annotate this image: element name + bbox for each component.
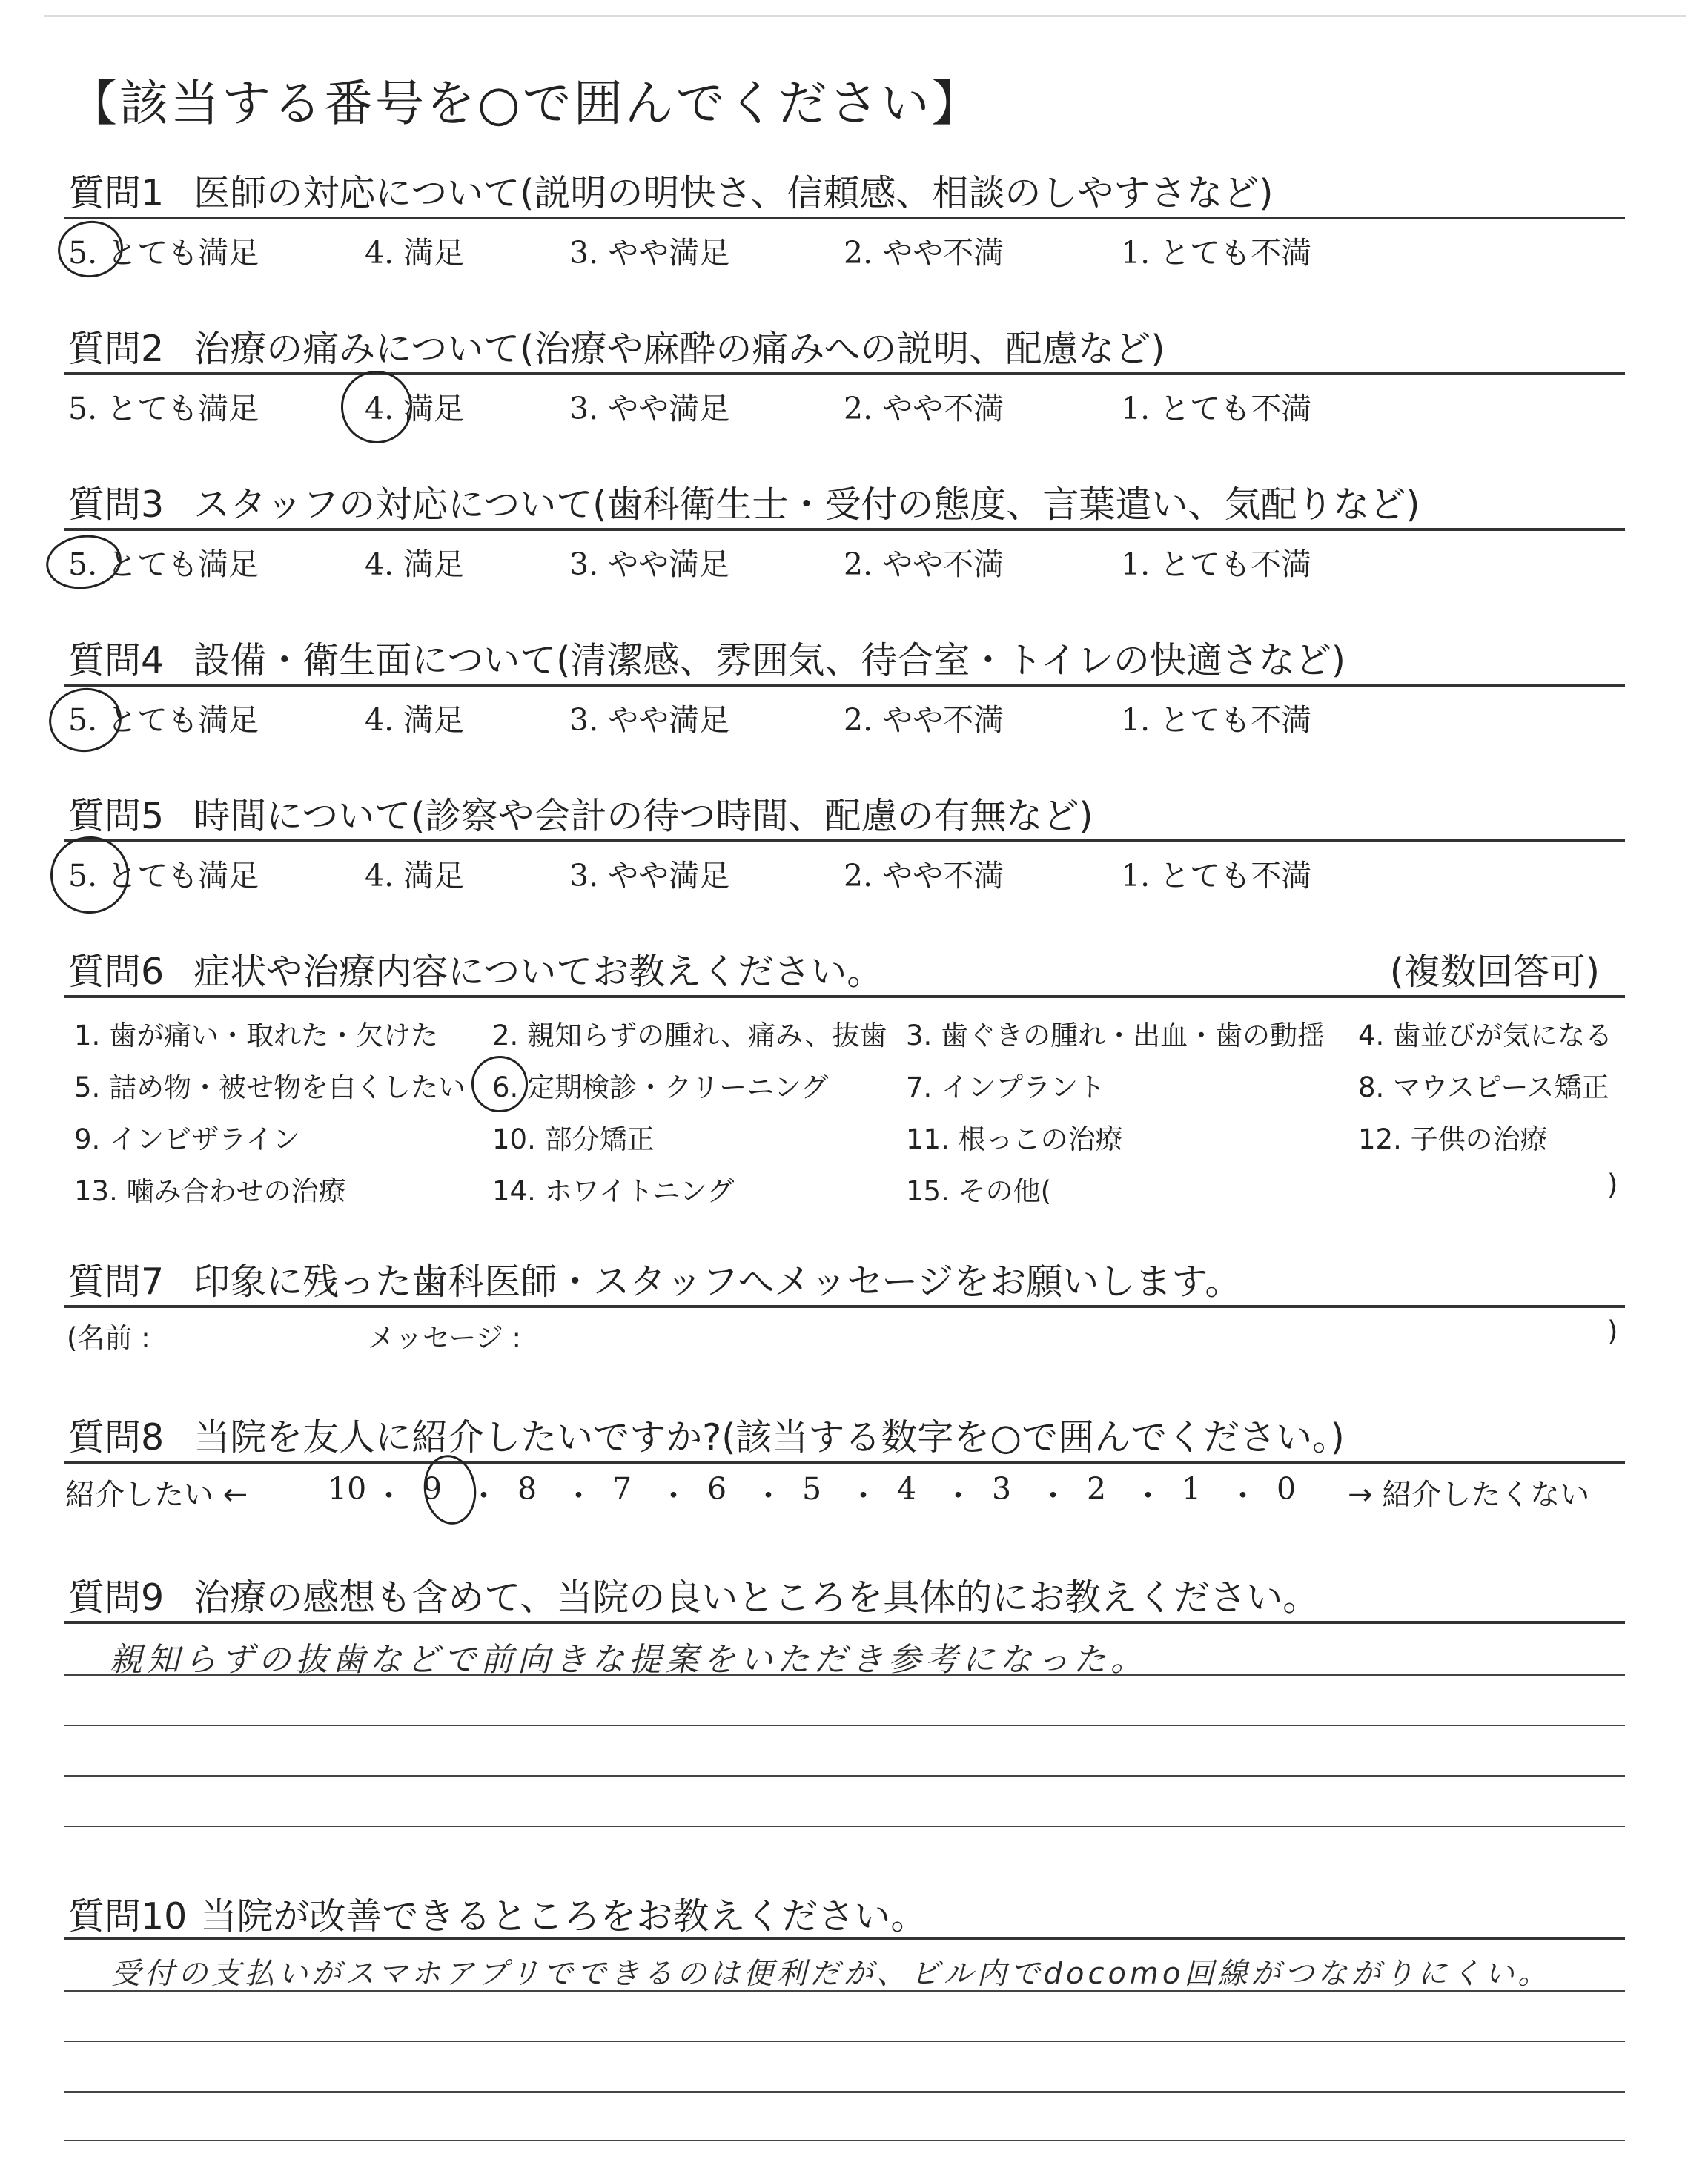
q2-option-4[interactable]: 4. 満足 bbox=[365, 391, 465, 426]
question-text: 時間について(診察や会計の待つ時間、配慮の有無など) bbox=[193, 795, 1093, 837]
q4-option-2[interactable]: 2. やや不満 bbox=[844, 702, 1004, 738]
message-close: ) bbox=[1607, 1315, 1618, 1347]
question-text: 設備・衛生面について(清潔感、雰囲気、待合室・トイレの快適さなど) bbox=[193, 639, 1345, 681]
answer-line bbox=[64, 2041, 1625, 2042]
q6-option-14[interactable]: 14. ホワイトニング bbox=[492, 1175, 735, 1207]
question-6 bbox=[68, 943, 883, 995]
selection-circle-q6 bbox=[468, 1052, 532, 1116]
q1-option-4[interactable]: 4. 満足 bbox=[365, 235, 465, 271]
q1-option-2[interactable]: 2. やや不満 bbox=[844, 235, 1004, 271]
q2-option-5[interactable]: 5. とても満足 bbox=[68, 391, 259, 426]
scale-value-4[interactable]: 4 bbox=[897, 1471, 917, 1507]
answer-line bbox=[64, 2091, 1625, 2093]
scale-separator: ・ bbox=[753, 1478, 784, 1513]
divider bbox=[64, 839, 1625, 842]
q6-option-9[interactable]: 9. インビザライン bbox=[74, 1123, 300, 1155]
q6-option-13[interactable]: 13. 噛み合わせの治療 bbox=[74, 1175, 346, 1207]
scale-separator: ・ bbox=[374, 1478, 404, 1513]
q3-option-3[interactable]: 3. やや満足 bbox=[569, 546, 730, 582]
divider bbox=[64, 1305, 1625, 1308]
answer-line bbox=[64, 1826, 1625, 1827]
scale-value-7[interactable]: 7 bbox=[612, 1471, 632, 1507]
divider bbox=[64, 684, 1625, 687]
q1-option-3[interactable]: 3. やや満足 bbox=[569, 235, 730, 271]
divider bbox=[64, 1937, 1625, 1940]
scale-value-5[interactable]: 5 bbox=[802, 1471, 822, 1507]
q9-handwritten-answer: 親知らずの抜歯などで前向きな提案をいただき参考になった。 bbox=[110, 1641, 1148, 1679]
scale-separator: ・ bbox=[943, 1478, 973, 1513]
q6-option-6[interactable]: 6. 定期検診・クリーニング bbox=[492, 1071, 829, 1103]
question-text: 症状や治療内容についてお教えください。 bbox=[193, 951, 884, 993]
q6-option-4[interactable]: 4. 歯並びが気になる bbox=[1358, 1020, 1613, 1051]
question-number: 質問6 bbox=[68, 951, 165, 993]
q1-option-1[interactable]: 1. とても不満 bbox=[1121, 235, 1312, 271]
scale-value-6[interactable]: 6 bbox=[707, 1471, 727, 1507]
question-text: 医師の対応について(説明の明快さ、信頼感、相談のしやすさなど) bbox=[193, 172, 1274, 214]
q6-option-10[interactable]: 10. 部分矯正 bbox=[492, 1123, 655, 1155]
answer-line bbox=[64, 1674, 1625, 1676]
q6-option-7[interactable]: 7. インプラント bbox=[906, 1071, 1106, 1103]
question-5 bbox=[68, 787, 1093, 839]
scale-value-9[interactable]: 9 bbox=[423, 1471, 443, 1507]
divider bbox=[64, 1621, 1625, 1624]
q4-option-1[interactable]: 1. とても不満 bbox=[1121, 702, 1312, 738]
recommend-right-label: → 紹介したくない bbox=[1348, 1478, 1590, 1512]
question-1 bbox=[68, 165, 1273, 217]
question-10 bbox=[68, 1888, 927, 1940]
scale-value-3[interactable]: 3 bbox=[992, 1471, 1012, 1507]
q4-option-5[interactable]: 5. とても満足 bbox=[68, 702, 259, 738]
q3-option-1[interactable]: 1. とても不満 bbox=[1121, 546, 1312, 582]
question-number: 質問9 bbox=[68, 1576, 165, 1619]
answer-line bbox=[64, 2140, 1625, 2141]
question-4 bbox=[68, 632, 1345, 684]
scale-separator: ・ bbox=[848, 1478, 878, 1513]
q3-option-2[interactable]: 2. やや不満 bbox=[844, 546, 1004, 582]
question-text: 治療の感想も含めて、当院の良いところを具体的にお教えください。 bbox=[193, 1576, 1320, 1619]
selection-circle-q5 bbox=[45, 831, 133, 919]
q2-option-3[interactable]: 3. やや満足 bbox=[569, 391, 730, 426]
scale-separator: ・ bbox=[1133, 1478, 1163, 1513]
question-number: 質問4 bbox=[68, 639, 165, 681]
divider bbox=[64, 217, 1625, 219]
scale-value-1[interactable]: 1 bbox=[1182, 1471, 1202, 1507]
q10-handwritten-answer: 受付の支払いがスマホアプリでできるのは便利だが、ビル内でdocomo回線がつながりにくい。 bbox=[111, 1957, 1552, 1991]
question-number: 質問5 bbox=[68, 795, 165, 837]
question-9 bbox=[68, 1569, 1319, 1621]
question-8 bbox=[68, 1409, 1345, 1461]
top-border bbox=[44, 15, 1686, 17]
question-7 bbox=[68, 1253, 1241, 1305]
scale-separator: ・ bbox=[469, 1478, 499, 1513]
selection-circle-q4 bbox=[44, 684, 125, 757]
q1-option-5[interactable]: 5. とても満足 bbox=[68, 235, 259, 271]
scale-value-0[interactable]: 0 bbox=[1277, 1471, 1297, 1507]
name-label: (名前 : bbox=[67, 1322, 150, 1354]
answer-line bbox=[64, 1725, 1625, 1726]
q2-option-1[interactable]: 1. とても不満 bbox=[1121, 391, 1312, 426]
scale-separator: ・ bbox=[658, 1478, 689, 1513]
question-text: 治療の痛みについて(治療や麻酔の痛みへの説明、配慮など) bbox=[193, 328, 1165, 370]
answer-line bbox=[64, 1990, 1625, 1992]
multiple-answer-note: (複数回答可) bbox=[1389, 951, 1600, 993]
q6-option-12[interactable]: 12. 子供の治療 bbox=[1358, 1123, 1548, 1155]
question-text: 印象に残った歯科医師・スタッフへメッセージをお願いします。 bbox=[193, 1261, 1242, 1303]
q6-option-2[interactable]: 2. 親知らずの腫れ、痛み、抜歯 bbox=[492, 1020, 887, 1051]
q4-option-4[interactable]: 4. 満足 bbox=[365, 702, 465, 738]
question-number: 質問3 bbox=[68, 483, 165, 526]
scale-value-2[interactable]: 2 bbox=[1087, 1471, 1107, 1507]
q6-option-5[interactable]: 5. 詰め物・被せ物を白くしたい bbox=[74, 1071, 466, 1103]
question-text: スタッフの対応について(歯科衛生士・受付の態度、言葉遣い、気配りなど) bbox=[193, 483, 1420, 526]
divider bbox=[64, 995, 1625, 998]
q5-option-3[interactable]: 3. やや満足 bbox=[569, 858, 730, 894]
q5-option-5[interactable]: 5. とても満足 bbox=[68, 858, 259, 894]
divider bbox=[64, 372, 1625, 375]
question-number: 質問10 bbox=[68, 1895, 188, 1938]
q6-option-8[interactable]: 8. マウスピース矯正 bbox=[1358, 1071, 1609, 1103]
question-2 bbox=[68, 320, 1165, 372]
q4-option-3[interactable]: 3. やや満足 bbox=[569, 702, 730, 738]
scale-value-8[interactable]: 8 bbox=[517, 1471, 537, 1507]
scale-separator: ・ bbox=[1038, 1478, 1068, 1513]
message-label: メッセージ : bbox=[368, 1322, 522, 1354]
q6-option-15[interactable]: 15. その他( bbox=[906, 1175, 1052, 1207]
scale-separator: ・ bbox=[1228, 1478, 1258, 1513]
scale-separator: ・ bbox=[563, 1478, 594, 1513]
selection-circle-q2 bbox=[337, 366, 417, 448]
answer-line bbox=[64, 1775, 1625, 1777]
question-3 bbox=[68, 476, 1420, 528]
q5-option-2[interactable]: 2. やや不満 bbox=[844, 858, 1004, 894]
q5-option-4[interactable]: 4. 満足 bbox=[365, 858, 465, 894]
page-header: 【該当する番号を○で囲んでください】 bbox=[68, 75, 983, 132]
scale-value-10[interactable]: 10 bbox=[328, 1471, 367, 1507]
q5-option-1[interactable]: 1. とても不満 bbox=[1121, 858, 1312, 894]
q2-option-2[interactable]: 2. やや不満 bbox=[844, 391, 1004, 426]
question-number: 質問7 bbox=[68, 1261, 165, 1303]
question-text: 当院が改善できるところをお教えください。 bbox=[200, 1895, 927, 1938]
question-number: 質問2 bbox=[68, 328, 165, 370]
divider bbox=[64, 528, 1625, 531]
q6-option-1[interactable]: 1. 歯が痛い・取れた・欠けた bbox=[74, 1020, 439, 1051]
question-text: 当院を友人に紹介したいですか?(該当する数字を○で囲んでください。) bbox=[193, 1416, 1345, 1459]
question-number: 質問1 bbox=[68, 172, 165, 214]
q6-other-close: ) bbox=[1607, 1169, 1618, 1200]
recommend-left-label: 紹介したい ← bbox=[65, 1478, 248, 1512]
question-number: 質問8 bbox=[68, 1416, 165, 1459]
q6-option-3[interactable]: 3. 歯ぐきの腫れ・出血・歯の動揺 bbox=[906, 1020, 1325, 1051]
q3-option-4[interactable]: 4. 満足 bbox=[365, 546, 465, 582]
q3-option-5[interactable]: 5. とても満足 bbox=[68, 546, 259, 582]
divider bbox=[64, 1461, 1625, 1464]
q6-option-11[interactable]: 11. 根っこの治療 bbox=[906, 1123, 1123, 1155]
